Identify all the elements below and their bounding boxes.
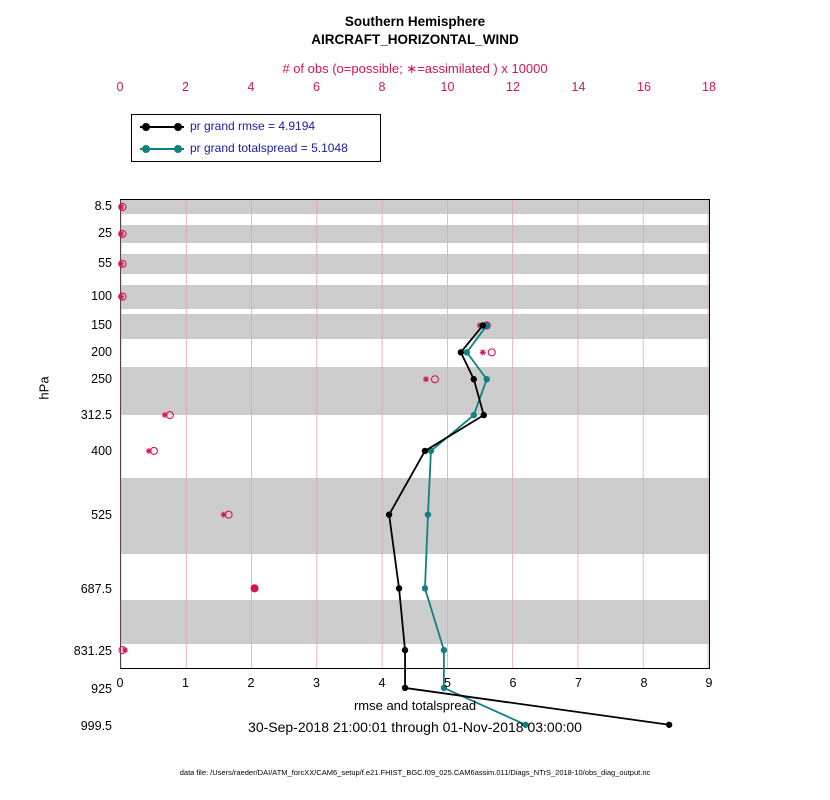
time-range-label: 30-Sep-2018 21:00:01 through 01-Nov-2018 03:00:00 bbox=[248, 719, 582, 735]
legend-dot-rmse bbox=[142, 123, 150, 131]
x-axis-title: rmse and totalspread bbox=[353, 698, 477, 713]
bottom-tick-label: 5 bbox=[444, 676, 451, 690]
y-tick-label: 999.5 bbox=[80, 719, 112, 733]
vertical-gridlines bbox=[121, 200, 708, 668]
obs-marker-filled bbox=[251, 585, 257, 591]
legend-item-rmse bbox=[132, 115, 380, 139]
legend-dot-totalspread bbox=[174, 145, 182, 153]
series-rmse-markers bbox=[386, 322, 672, 728]
legend-dot-rmse bbox=[174, 123, 182, 131]
chart-title-line2: AIRCRAFT_HORIZONTAL_WIND bbox=[311, 32, 519, 47]
y-tick-label: 831.25 bbox=[73, 644, 112, 658]
y-tick-label: 925 bbox=[91, 682, 112, 696]
y-tick-label: 100 bbox=[91, 289, 112, 303]
top-tick-label: 2 bbox=[182, 80, 189, 94]
top-tick-label: 10 bbox=[440, 80, 455, 94]
plot-area bbox=[120, 119, 710, 669]
bottom-tick-label: 3 bbox=[313, 676, 320, 690]
y-tick-label: 400 bbox=[91, 444, 112, 458]
bottom-tick-label: 7 bbox=[575, 676, 582, 690]
legend-label-totalspread: pr grand totalspread = 5.1048 bbox=[190, 141, 348, 155]
legend-item-totalspread bbox=[132, 137, 380, 161]
bottom-tick-label: 4 bbox=[378, 676, 386, 690]
data-file-label: data file: /Users/raeder/DAI/ATM_forcXX/CAM6_setup/f.e21.FHIST_BGC.f09_025.CAM6assim.011/Diags_NTrS_2018-10/obs_diag_output.nc bbox=[179, 768, 651, 777]
top-tick-label: 4 bbox=[247, 80, 255, 94]
bottom-tick-label: 9 bbox=[705, 676, 713, 690]
y-tick-label: 25 bbox=[98, 226, 112, 240]
chart-legend bbox=[131, 114, 381, 162]
bottom-tick-label: 0 bbox=[116, 676, 124, 690]
chart-title-line1: Southern Hemisphere bbox=[344, 14, 486, 29]
top-tick-label: 16 bbox=[637, 80, 651, 94]
obs-markers bbox=[119, 203, 495, 653]
legend-dot-totalspread bbox=[142, 145, 150, 153]
y-tick-label: 200 bbox=[91, 345, 112, 359]
legend-label-rmse: pr grand rmse = 4.9194 bbox=[190, 119, 316, 133]
series-rmse-line bbox=[389, 325, 669, 724]
top-axis-title: # of obs (o=possible; ∗=assimilated ) x 10000 bbox=[282, 61, 548, 76]
obs-assimilated-markers bbox=[118, 204, 486, 653]
top-tick-label: 12 bbox=[506, 80, 520, 94]
y-axis-title: hPa bbox=[36, 376, 52, 400]
y-tick-label: 150 bbox=[91, 318, 112, 332]
top-tick-label: 6 bbox=[313, 80, 320, 94]
y-tick-label: 55 bbox=[98, 256, 112, 270]
y-tick-label: 312.5 bbox=[80, 408, 112, 422]
y-tick-label: 8.5 bbox=[94, 199, 112, 213]
bottom-tick-label: 1 bbox=[182, 676, 189, 690]
top-tick-label: 8 bbox=[378, 80, 386, 94]
y-tick-label: 250 bbox=[91, 372, 112, 386]
top-tick-label: 14 bbox=[571, 80, 586, 94]
top-tick-label: 0 bbox=[116, 80, 124, 94]
chart-canvas bbox=[121, 200, 709, 668]
bottom-tick-label: 2 bbox=[247, 676, 255, 690]
y-tick-label: 687.5 bbox=[80, 582, 112, 596]
bottom-tick-label: 8 bbox=[640, 676, 648, 690]
top-tick-label: 18 bbox=[702, 80, 716, 94]
y-tick-label: 525 bbox=[91, 508, 112, 522]
bottom-tick-label: 6 bbox=[509, 676, 517, 690]
